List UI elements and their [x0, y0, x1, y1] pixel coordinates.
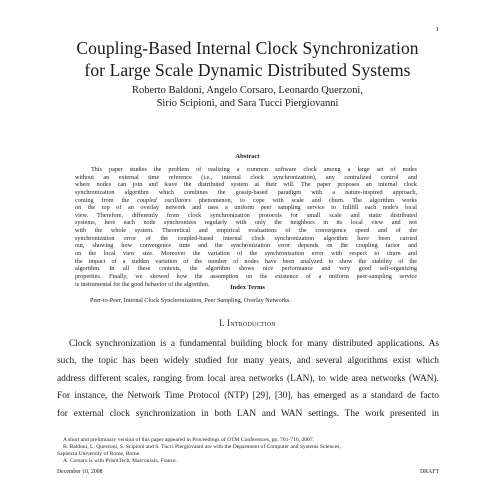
- intro-line: For instance, the Network Time Protocol (NTP) [29], [30], has emerged as a standard de facto: [57, 391, 439, 402]
- authors-line-2: Sirio Scipioni, and Sara Tucci Piergiovanni: [156, 98, 339, 109]
- footnote: A short and preliminary version of this paper appeared in Proceedings of OTM Conferences, pp. 701-716, 2007.: [63, 437, 315, 443]
- abstract-line: out, showing how convergence time and the synchronization error depends on the coupling factor and: [75, 242, 417, 250]
- abstract-line: with the whole system. Theoretical and empirical evaluations of the convergence speed and of the: [75, 227, 417, 235]
- abstract-line: view. Therefore, differently from clock synchronization protocols for small scale and static distributed: [75, 211, 417, 219]
- footnote: A. Corsaro is with PrismTech, Marcoussis, France.: [63, 458, 177, 465]
- abstract-line: the impact of a sudden variation of the number of nodes have been analyzed to show the stability of the: [75, 257, 417, 265]
- section-heading: I. Introduction: [219, 318, 276, 328]
- footer-date: December 10, 2008: [57, 469, 103, 475]
- index-terms-text: Peer-to-Peer, Internal Clock Synchronization, Peer Sampling, Overlay Networks.: [90, 297, 291, 304]
- author-list: [60, 84, 435, 110]
- intro-line: such, the topic has been widely studied for many years, and several algorithms exist which: [57, 356, 439, 367]
- intro-line: for external clock synchronization in both LAN and WAN settings. The work presented in: [57, 408, 439, 419]
- intro-line: address different scales, ranging from local area networks (LAN), to wide area networks (WAN).: [57, 373, 439, 384]
- abstract-line: on the top of an overlay network and uses a uniform peer sampling service to fullfill each node's local: [75, 204, 417, 212]
- abstract-line: where nodes can join and leave the distributed system at their will. The paper proposes an internal clock: [75, 181, 417, 189]
- paper-title: [40, 37, 455, 81]
- abstract-line: on the local view size. Moreover the variation of the synchronization error with respect to churn and: [75, 250, 417, 258]
- abstract-line: without an external time reference (i.e., internal clock synchronization), any centralized control and: [75, 173, 417, 181]
- abstract-body: [75, 166, 417, 288]
- abstract-line: properties. Finally, we showed how the assumption on the existence of a uniform peer-sampling service: [75, 272, 417, 280]
- footnotes: [57, 437, 439, 465]
- authors-line-1: Roberto Baldoni, Angelo Corsaro, Leonardo Querzoni,: [132, 85, 363, 96]
- introduction-body: [57, 336, 439, 423]
- abstract-line: synchronization algorithm which combines the gossip-based paradigm with a nature-inspired approach,: [75, 188, 417, 196]
- abstract-line: coming from the coupled oscillators phenomenon, to cope with scale and churn. The algorithm works: [75, 196, 417, 204]
- footnote-continuation: Sapienza University of Rome, Rome.: [57, 451, 141, 458]
- abstract-line: This paper studies the problem of realizing a common software clock among a large set of nodes: [91, 166, 417, 173]
- intro-line: Clock synchronization is a fundamental building block for many distributed applications. As: [69, 339, 439, 349]
- abstract-heading: Abstract: [235, 153, 260, 160]
- footer-draft-label: DRAFT: [419, 469, 439, 475]
- page-number: 1: [435, 26, 439, 33]
- title-line-1: Coupling-Based Internal Clock Synchronization: [76, 38, 419, 58]
- footnote: R. Baldoni, L. Querzoni, S. Scipioni and S. Tucci Piergiovanni are with the Department of Computer and Systems Sciences,: [63, 444, 341, 451]
- abstract-line: is instrumental for the good behavior of the algorithm.: [75, 280, 210, 288]
- abstract-line: synchronization error of the coupled-based internal clock synchronization algorithm have been carried: [75, 234, 417, 242]
- abstract-line: systems, here each node synchronizes regularly with only the neighbors in its local view and not: [75, 219, 417, 227]
- abstract-line: algorithm. In all these contexts, the algorithm shows nice performance and very good self-organizing: [75, 265, 417, 273]
- index-terms-heading: Index Terms: [230, 284, 265, 291]
- title-line-2: for Large Scale Dynamic Distributed Systems: [84, 60, 411, 80]
